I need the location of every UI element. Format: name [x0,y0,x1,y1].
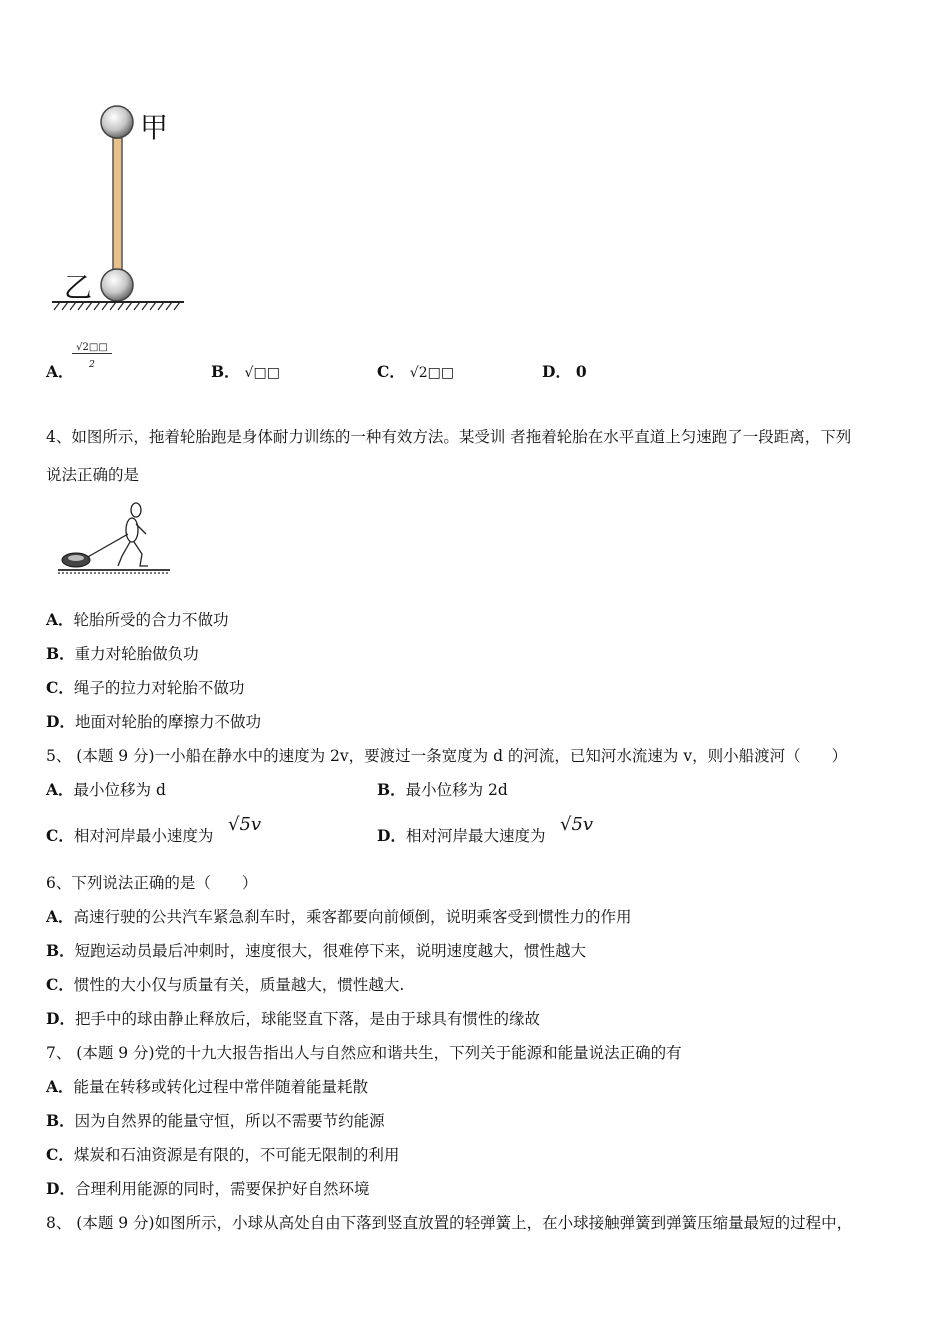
option-text: 能量在转移或转化过程中常伴随着能量耗散 [73,1078,369,1096]
q3-option-a-fraction [72,342,112,370]
option-text: 合理利用能源的同时，需要保护好自然环境 [74,1180,370,1198]
label-yi: 乙 [64,271,93,304]
q3-option-b [211,360,280,382]
option-label: D． [377,826,406,845]
option-text: 轮胎所受的合力不做功 [73,611,229,629]
option-expr: √2□□ [409,365,455,381]
option-label: C． [46,678,74,697]
option-value: 0 [575,362,587,381]
q7-stem: 7、 (本题 9 分)党的十九大报告指出人与自然应和谐共生，下列关于能源和能量说法正确的有 [46,1044,682,1062]
q3-option-a [46,360,74,382]
option-text: 煤炭和石油资源是有限的，不可能无限制的利用 [73,1146,400,1164]
ball-bottom [101,269,133,301]
option-label: D． [46,1179,75,1198]
q6-stem: 6、下列说法正确的是（ ） [46,874,258,892]
ball-top [101,106,133,138]
option-label: A． [46,1077,74,1096]
option-label: C． [46,826,74,845]
option-label: B． [46,1111,75,1130]
q5-stem: 5、 (本题 9 分)一小船在静水中的速度为 2v，要渡过一条宽度为 d 的河流，已知河水流速为 v，则小船渡河（ ） [46,747,848,765]
q4-option-d [46,710,261,732]
option-label: A． [46,907,74,926]
rope [86,534,128,558]
option-label: C． [377,362,405,381]
tire-runner-diagram [56,496,174,578]
option-text: 相对河岸最大速度为 [405,827,546,845]
fraction-numerator: √2□□ [72,342,112,354]
q7-option-a [46,1075,368,1097]
option-text: 地面对轮胎的摩擦力不做功 [74,713,261,731]
option-text: 重力对轮胎做负功 [74,645,199,663]
q4-stem-line1: 4、如图所示，拖着轮胎跑是身体耐力训练的一种有效方法。某受训 者拖着轮胎在水平直道上匀速跑了一段距离，下列 [46,428,852,446]
option-text: 高速行驶的公共汽车紧急刹车时，乘客都要向前倾倒，说明乘客受到惯性力的作用 [73,908,632,926]
q3-option-d [542,360,587,382]
runner-leg-front [134,542,148,566]
q4-stem-line2: 说法正确的是 [46,466,140,484]
rod [113,138,122,270]
option-text: 最小位移为 d [73,781,166,799]
tire-hole [68,555,84,561]
option-label: C． [46,975,74,994]
q7-option-c [46,1143,399,1165]
option-label: D． [46,712,75,731]
q5-option-a [46,778,166,800]
q5-option-d [377,824,545,846]
q4-option-a [46,608,229,630]
option-label: A． [46,780,74,799]
rod-balls-figure [48,100,198,320]
q7-option-d [46,1177,369,1199]
runner-body [126,518,138,542]
option-text: 绳子的拉力对轮胎不做功 [73,679,245,697]
q7-option-b [46,1109,385,1131]
option-label: B． [211,362,240,381]
label-jia: 甲 [140,111,169,144]
q5-option-d-expr: √5v [560,814,594,835]
option-label: B． [377,780,406,799]
option-text: 惯性的大小仅与质量有关，质量越大，惯性越大. [73,976,405,994]
option-text: 最小位移为 2d [405,781,508,799]
q3-option-c [377,360,454,382]
q5-option-c [46,824,213,846]
q6-option-c [46,973,404,995]
q5-option-c-expr: √5v [228,814,262,835]
q6-option-b [46,939,586,961]
option-label: A． [46,610,74,629]
option-text: 把手中的球由静止释放后，球能竖直下落，是由于球具有惯性的缘故 [74,1010,540,1028]
option-label: D． [46,1009,75,1028]
runner-leg-back [118,542,130,566]
q6-option-d [46,1007,540,1029]
option-text: 短跑运动员最后冲刺时，速度很大，很难停下来，说明速度越大，惯性越大 [74,942,587,960]
q4-option-c [46,676,244,698]
q4-option-b [46,642,199,664]
tire-runner-figure [56,496,174,578]
runner-head [131,503,141,517]
option-label: A． [46,362,74,381]
option-label: B． [46,644,75,663]
option-label: C． [46,1145,74,1164]
q8-stem: 8、 (本题 9 分)如图所示，小球从高处自由下落到竖直放置的轻弹簧上，在小球接触弹簧到弹簧压缩量最短的过程中， [46,1214,853,1232]
option-label: B． [46,941,75,960]
option-label: D． [542,362,571,381]
option-text: 因为自然界的能量守恒，所以不需要节约能源 [74,1112,385,1130]
q5-option-b [377,778,508,800]
q6-option-a [46,905,632,927]
option-expr: √□□ [244,365,280,381]
fraction-denominator: 2 [89,360,95,370]
option-text: 相对河岸最小速度为 [73,827,214,845]
